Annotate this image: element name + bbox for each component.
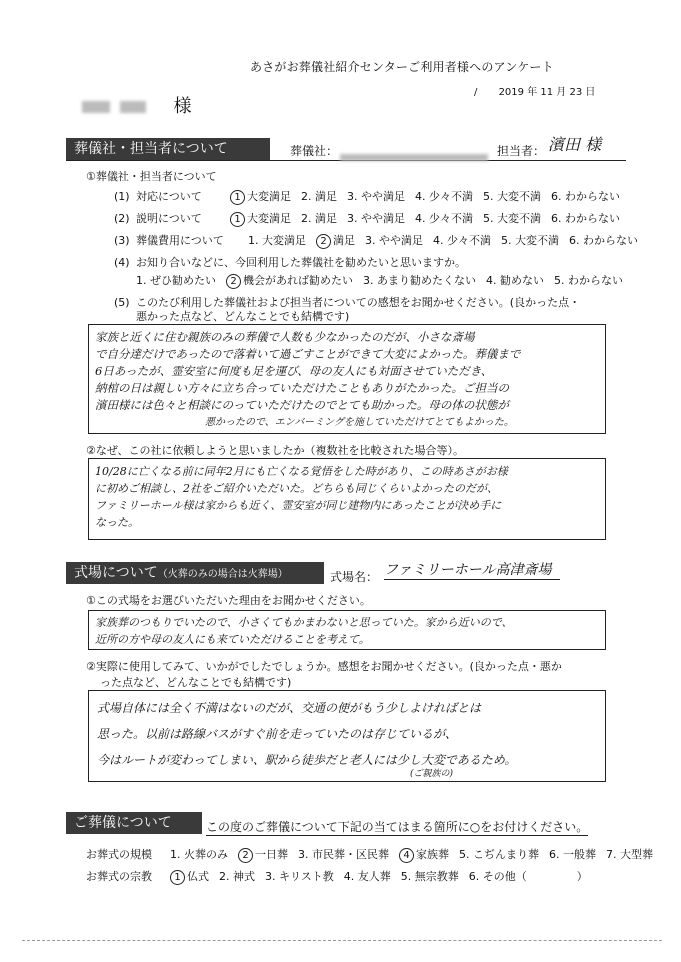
answer-line: 近所の方や母の友人にも来ていただけることを考えて。	[95, 633, 370, 646]
venue-q1-answer-box	[88, 610, 606, 650]
page-footer-divider	[22, 940, 662, 942]
selected-circle: 2	[226, 274, 241, 289]
q1-row-2: (2) 説明について 1 大変満足 2. 満足 3. やや満足 4. 少々不満 5. 大変不満 6. わからない	[114, 212, 620, 225]
answer-line: に初めご相談し、2社をご紹介いただいた。どちらも同じくらいよかったのだが、	[95, 482, 498, 495]
staff-name: 濱田 様	[548, 135, 602, 154]
answer-line: 思った。以前は路線バスがすぐ前を走っていたのは存じているが、	[97, 727, 458, 741]
answer-line: 今はルートが変わってしまい、駅から徒歩だと老人には少し大変であるため。	[97, 753, 517, 767]
selected-circle: 1	[170, 870, 185, 885]
survey-date: / 2019 年 11 月 23 日	[474, 87, 596, 98]
redacted-name	[120, 101, 146, 113]
answer-line: 式場自体には全く不満はないのだが、交通の便がもう少しよければとは	[97, 701, 482, 715]
answer-line: 納棺の日は親しい方々に立ち合っていただけたこともありがたかった。ご担当の	[95, 381, 509, 395]
selected-circle: 1	[230, 212, 245, 227]
selected-circle: 1	[230, 190, 245, 205]
answer-line: 家族と近くに住む親族のみの葬儀で人数も少なかったのだが、小さな斎場	[95, 330, 475, 344]
answer-line: 悪かったので、エンバーミングを施していただけてとてもよかった。	[205, 417, 514, 428]
section-title-funeral: ご葬儀について	[66, 812, 202, 834]
funeral-company-label: 葬儀社：	[290, 144, 339, 158]
venue-name: ファミリーホール高津斎場	[384, 562, 560, 580]
q1-row-1: (1) 対応について 1 大変満足 2. 満足 3. やや満足 4. 少々不満 5. 大変不満 6. わからない	[114, 190, 620, 203]
q5-answer-box	[88, 324, 606, 434]
venue-q2-label: ②実際に使用してみて、いかがでしたでしょうか。感想をお聞かせください。(良かった点・悪か	[86, 660, 562, 673]
answer-line: ファミリーホール様は家からも近く、霊安室が同じ建物内にあったことが決め手に	[95, 499, 502, 512]
survey-title: あさがお葬儀社紹介センターご利用者様へのアンケート	[250, 60, 554, 74]
venue-q2-answer-box	[88, 690, 606, 782]
recipient-name: 様	[82, 92, 191, 118]
funeral-scale-row: お葬式の規模 1. 火葬のみ 2 一日葬 3. 市民葬・区民葬 4 家族葬 5. こぢんまり葬 6. 一般葬 7. 大型葬	[86, 848, 653, 861]
answer-line: 6日あったが、霊安室に何度も足を運び、母の友人にも対面させていただき、	[95, 364, 493, 378]
selected-circle: 2	[316, 234, 331, 249]
q2-label: ②なぜ、この社に依頼しようと思いましたか（複数社を比較された場合等）。	[86, 444, 465, 457]
q1-label: ①葬儀社・担当者について	[86, 170, 217, 183]
answer-line: で自分達だけであったので落着いて過ごすことができて大変によかった。葬儀まで	[95, 347, 521, 361]
q1-row-4: (4) お知り合いなどに、今回利用した葬儀社を勧めたいと思いますか。	[114, 256, 466, 269]
section-title-venue: 式場について（火葬のみの場合は火葬場）	[66, 562, 324, 584]
redacted-name	[82, 101, 110, 113]
q1-row-3: (3) 葬儀費用について 1. 大変満足 2 満足 3. やや満足 4. 少々不満 5. 大変不満 6. わからない	[114, 234, 638, 247]
redacted-company-name	[340, 147, 490, 156]
q2-answer-box	[88, 458, 606, 540]
funeral-religion-row: お葬式の宗教 1 仏式 2. 神式 3. キリスト教 4. 友人葬 5. 無宗教葬 6. その他（ ）	[86, 870, 588, 883]
selected-circle: 2	[238, 848, 253, 863]
q1-row-5: (5) このたび利用した葬儀社および担当者についての感想をお聞かせください。(良かった点・	[114, 296, 581, 309]
venue-q1-label: ①この式場をお選びいただいた理由をお聞かせください。	[86, 594, 371, 607]
funeral-instruction: この度のご葬儀について下記の当てはまる箇所に○をお付けください。	[206, 820, 589, 834]
q1-row-5-cont: 悪かった点など、どんなことでも結構です)	[136, 310, 350, 323]
answer-line: 濱田様には色々と相談にのっていただけたのでとても助かった。母の体の状態が	[95, 398, 509, 412]
answer-line: 家族葬のつもりでいたので、小さくてもかまわないと思っていた。家から近いので、	[95, 616, 513, 629]
venue-label: 式場名：	[330, 570, 379, 584]
answer-line: なった。	[95, 516, 139, 529]
venue-q2-label-cont: った点など、どんなことでも結構です)	[100, 676, 292, 689]
answer-note: (ご親族の)	[410, 769, 454, 779]
section-title-funeral-company: 葬儀社・担当者について	[66, 138, 270, 160]
selected-circle: 4	[399, 848, 414, 863]
staff-label: 担当者：	[497, 144, 546, 158]
q1-row-4-options: 1. ぜひ勧めたい 2 機会があれば勧めたい 3. あまり勧めたくない 4. 勧めない 5. わからない	[136, 274, 623, 287]
answer-line: 10/28に亡くなる前に同年2月にも亡くなる覚悟をした時があり、この時あさがお様	[95, 465, 508, 478]
